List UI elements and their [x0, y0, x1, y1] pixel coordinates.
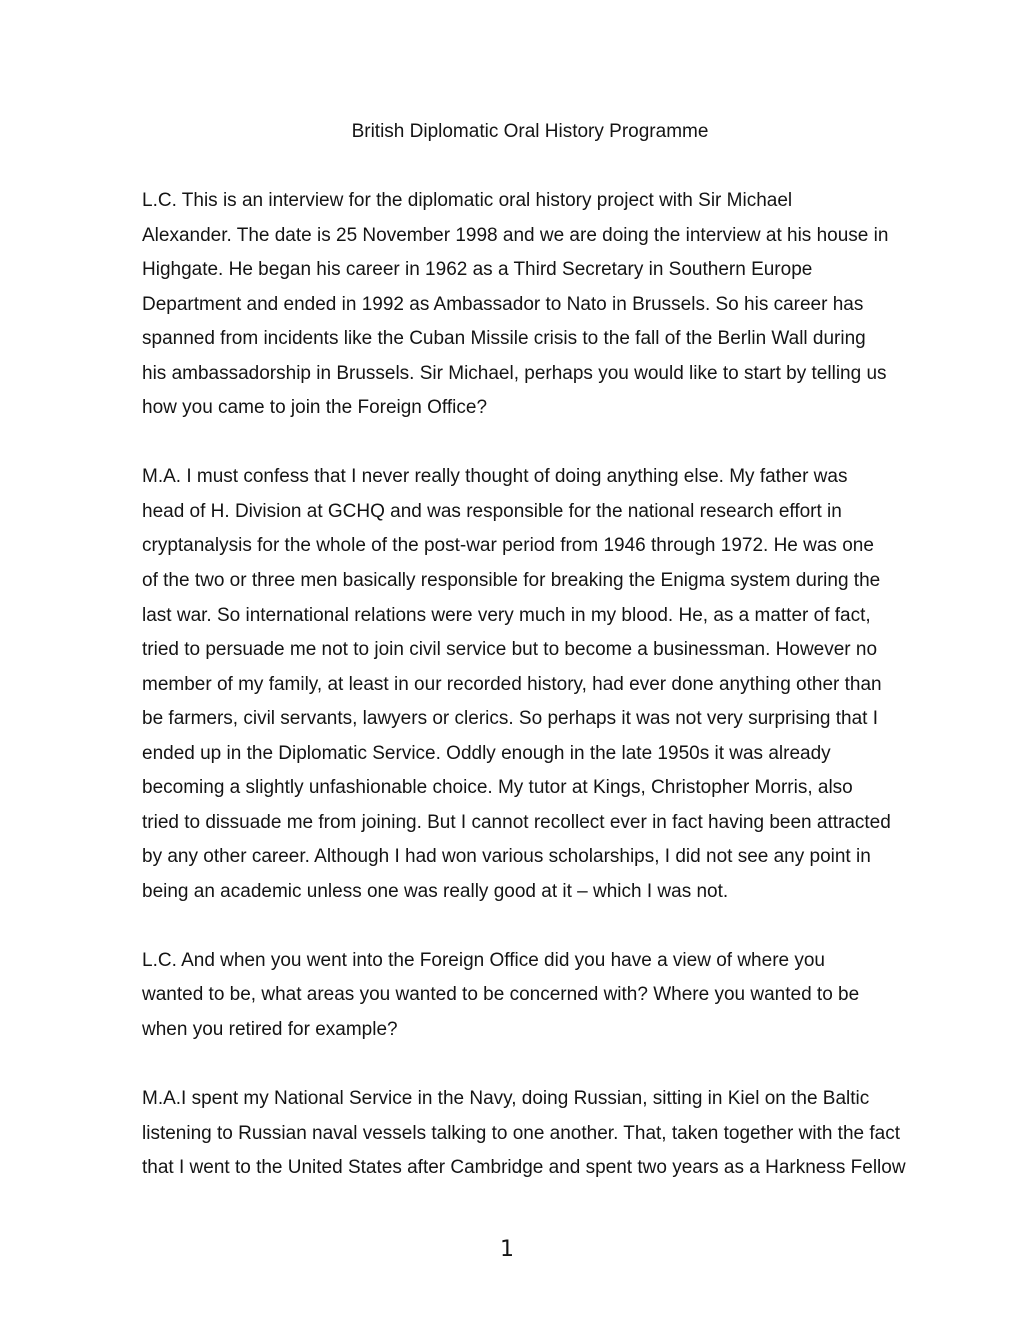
- text-line: cryptanalysis for the whole of the post-war period from 1946 through 1972. He was one: [142, 535, 874, 557]
- text-line: last war. So international relations were very much in my blood. He, as a matter of fact,: [142, 604, 871, 626]
- text-line: M.A.I spent my National Service in the Navy, doing Russian, sitting in Kiel on the Baltic: [142, 1088, 870, 1110]
- text-line: by any other career. Although I had won various scholarships, I did not see any point in: [142, 846, 871, 868]
- text-line: of the two or three men basically responsible for breaking the Enigma system during the: [142, 569, 881, 591]
- paragraph-lc-intro: [142, 184, 902, 426]
- text-line: ended up in the Diplomatic Service. Oddly enough in the late 1950s it was already: [142, 742, 831, 764]
- document-title: British Diplomatic Oral History Programme: [351, 121, 709, 142]
- text-line: tried to dissuade me from joining. But I cannot recollect ever in fact having been attracted: [142, 811, 891, 833]
- text-line: being an academic unless one was really good at it – which I was not.: [142, 880, 729, 902]
- text-line: Department and ended in 1992 as Ambassador to Nato in Brussels. So his career has: [142, 293, 864, 315]
- paragraph-ma-answer-1: [142, 460, 902, 909]
- text-line: that I went to the United States after Cambridge and spent two years as a Harkness Fellow: [142, 1157, 906, 1179]
- interview-transcript: [142, 184, 906, 1220]
- text-line: when you retired for example?: [142, 1019, 398, 1041]
- text-line: member of my family, at least in our recorded history, had ever done anything other than: [142, 673, 882, 695]
- text-line: be farmers, civil servants, lawyers or clerics. So perhaps it was not very surprising that I: [142, 708, 878, 730]
- text-line: L.C. And when you went into the Foreign Office did you have a view of where you: [142, 949, 825, 971]
- text-line: listening to Russian naval vessels talking to one another. That, taken together with the fact: [142, 1122, 900, 1144]
- text-line: head of H. Division at GCHQ and was responsible for the national research effort in: [142, 500, 842, 522]
- text-line: tried to persuade me not to join civil service but to become a businessman. However no: [142, 639, 878, 661]
- text-line: Alexander. The date is 25 November 1998 and we are doing the interview at his house in: [142, 224, 889, 246]
- text-line: Highgate. He began his career in 1962 as a Third Secretary in Southern Europe: [142, 259, 813, 281]
- text-line: becoming a slightly unfashionable choice. My tutor at Kings, Christopher Morris, also: [142, 777, 853, 799]
- text-line: M.A. I must confess that I never really thought of doing anything else. My father was: [142, 466, 848, 488]
- text-line: L.C. This is an interview for the diplomatic oral history project with Sir Michael: [142, 190, 793, 211]
- paragraph-lc-question-2: [142, 944, 902, 1048]
- page-number: 1: [500, 1237, 514, 1262]
- text-line: how you came to join the Foreign Office?: [142, 397, 488, 419]
- text-line: spanned from incidents like the Cuban Missile crisis to the fall of the Berlin Wall during: [142, 328, 866, 350]
- paragraph-ma-answer-2: [142, 1082, 906, 1186]
- text-line: his ambassadorship in Brussels. Sir Michael, perhaps you would like to start by telling us: [142, 362, 887, 384]
- text-line: wanted to be, what areas you wanted to be concerned with? Where you wanted to be: [142, 984, 860, 1006]
